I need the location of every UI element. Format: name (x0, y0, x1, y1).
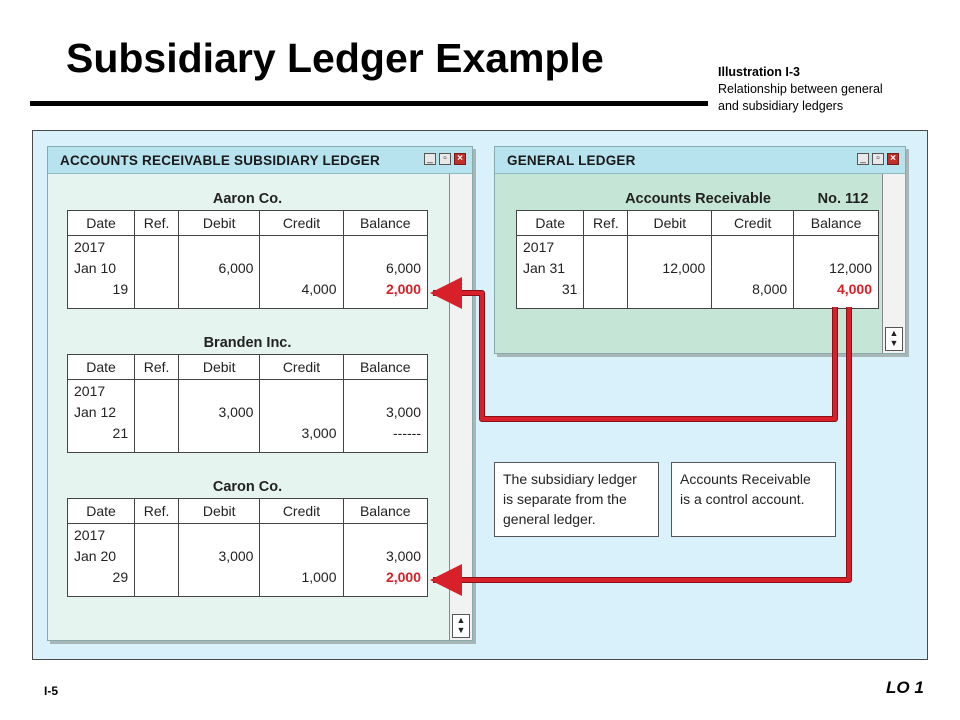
date-cell: 29 (68, 566, 135, 587)
account-name-branden: Branden Inc. (203, 335, 292, 351)
learning-objective: LO 1 (886, 678, 924, 697)
date-cell: 19 (68, 278, 135, 299)
date-cell: Jan 20 (68, 545, 135, 566)
balance-cell: 12,000 (794, 257, 879, 278)
balance-cell: 3,000 (343, 545, 428, 566)
balance-cell: 4,000 (794, 278, 879, 299)
balance-cell: 3,000 (343, 401, 428, 422)
balance-cell: 6,000 (343, 257, 428, 278)
credit-header: Credit (260, 499, 343, 524)
date-cell: Jan 12 (68, 401, 135, 422)
ref-header: Ref. (135, 499, 179, 524)
credit-header: Credit (260, 211, 343, 236)
date-cell: Jan 31 (517, 257, 584, 278)
date-header: Date (68, 355, 135, 380)
balance-cell: ------ (343, 422, 428, 443)
date-cell: 2017 (68, 524, 135, 546)
balance-cell: 2,000 (343, 278, 428, 299)
slide-title: Subsidiary Ledger Example (66, 35, 604, 81)
balance-header: Balance (343, 211, 428, 236)
ref-header: Ref. (135, 355, 179, 380)
close-icon[interactable]: × (454, 153, 466, 165)
title-underline (30, 101, 708, 106)
balance-cell: 2,000 (343, 566, 428, 587)
general-window-title: GENERAL LEDGER (507, 153, 636, 168)
debit-header: Debit (178, 499, 260, 524)
close-icon[interactable]: × (887, 153, 899, 165)
date-header: Date (68, 499, 135, 524)
general-account-number: No. 112 (817, 191, 869, 207)
date-cell: 2017 (517, 236, 584, 258)
account-name-caron: Caron Co. (212, 479, 283, 495)
date-cell: 2017 (68, 380, 135, 402)
scroll-arrows-icon[interactable]: ▲ ▼ (452, 614, 470, 638)
restore-icon[interactable]: ▫ (439, 153, 451, 165)
date-cell: Jan 10 (68, 257, 135, 278)
date-cell: 31 (517, 278, 584, 299)
credit-cell: 8,000 (712, 278, 794, 299)
balance-header: Balance (343, 355, 428, 380)
connector-arrows (33, 131, 929, 661)
subsidiary-note: The subsidiary ledger is separate from the general ledger. (494, 462, 659, 537)
credit-cell: 4,000 (260, 278, 343, 299)
credit-cell: 3,000 (260, 422, 343, 443)
illustration-caption (718, 64, 883, 115)
debit-header: Debit (178, 355, 260, 380)
control-account-note: Accounts Receivable is a control account. (671, 462, 836, 537)
debit-cell: 12,000 (628, 257, 712, 278)
general-account-name: Accounts Receivable (625, 191, 771, 207)
debit-cell: 3,000 (178, 545, 260, 566)
date-cell: 2017 (68, 236, 135, 258)
credit-cell: 1,000 (260, 566, 343, 587)
debit-header: Debit (628, 211, 712, 236)
ref-header: Ref. (135, 211, 179, 236)
date-cell: 21 (68, 422, 135, 443)
illustration-panel (32, 130, 928, 660)
balance-header: Balance (343, 499, 428, 524)
arrow-to-caron-balance (433, 307, 849, 580)
balance-header: Balance (794, 211, 879, 236)
debit-cell: 3,000 (178, 401, 260, 422)
restore-icon[interactable]: ▫ (872, 153, 884, 165)
illustration-caption-line-2: and subsidiary ledgers (718, 99, 844, 113)
subsidiary-window-title: ACCOUNTS RECEIVABLE SUBSIDIARY LEDGER (60, 153, 380, 168)
arrow-to-aaron-balance (433, 293, 835, 419)
debit-cell: 6,000 (178, 257, 260, 278)
account-name-aaron: Aaron Co. (212, 191, 283, 207)
debit-header: Debit (178, 211, 260, 236)
minimize-icon[interactable]: _ (857, 153, 869, 165)
date-header: Date (517, 211, 584, 236)
minimize-icon[interactable]: _ (424, 153, 436, 165)
credit-header: Credit (260, 355, 343, 380)
scroll-arrows-icon[interactable]: ▲ ▼ (885, 327, 903, 351)
date-header: Date (68, 211, 135, 236)
illustration-number: Illustration I-3 (718, 65, 800, 79)
ref-header: Ref. (584, 211, 628, 236)
illustration-caption-line-1: Relationship between general (718, 82, 883, 96)
page-number: I-5 (44, 684, 59, 698)
credit-header: Credit (712, 211, 794, 236)
